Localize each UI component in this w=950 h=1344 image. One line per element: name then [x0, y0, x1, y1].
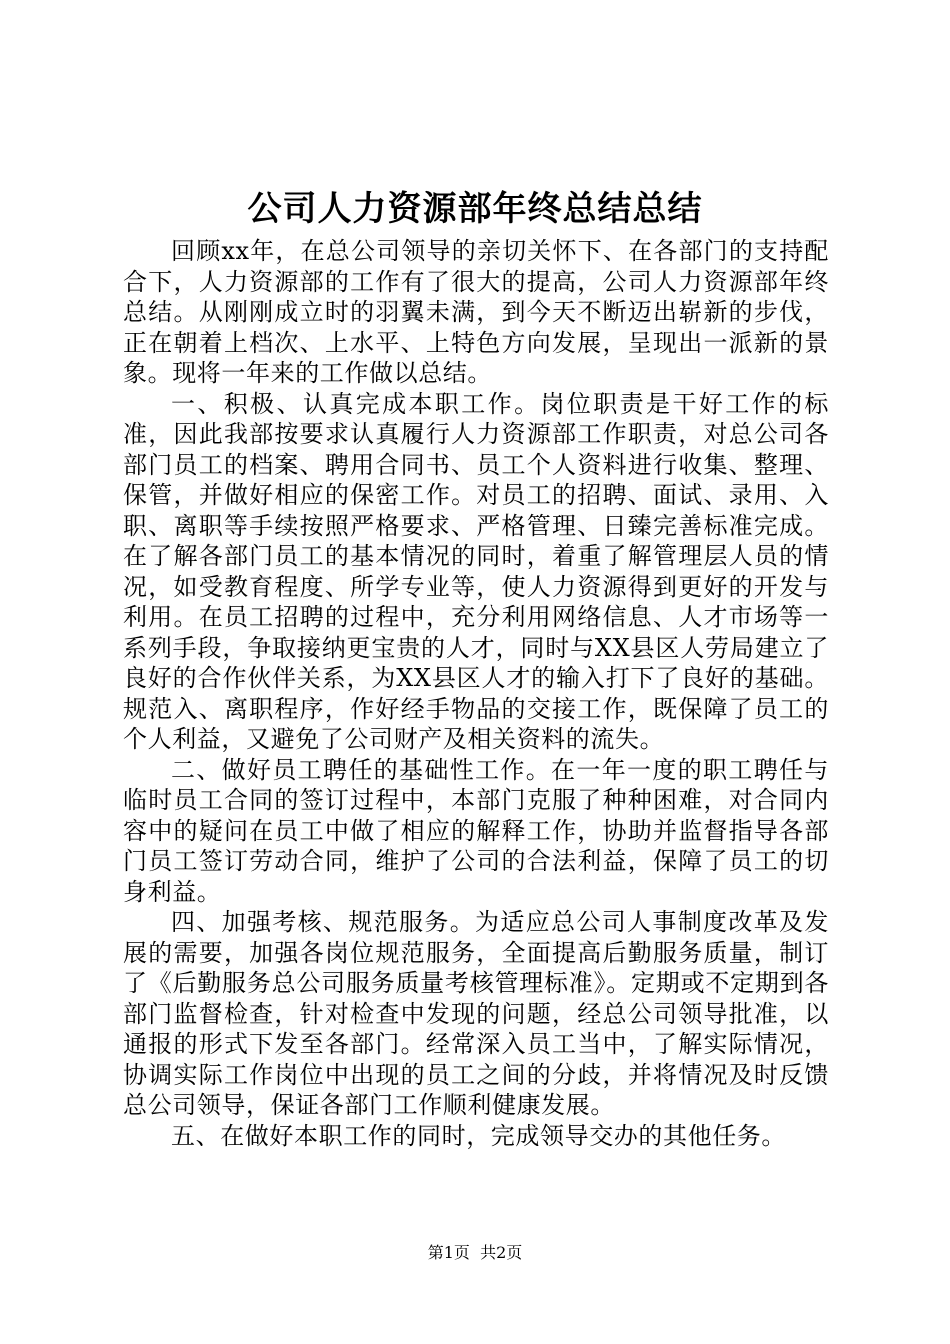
paragraph-intro: 回顾xx年，在总公司领导的亲切关怀下、在各部门的支持配合下，人力资源部的工作有了很大的提高，公司人力资源部年终总结。从刚刚成立时的羽翼未满，到今天不断迈出崭新的步伐，正在朝着上档次、上水平、上特色方向发展，呈现出一派新的景象。现将一年来的工作做以总结。: [123, 237, 829, 387]
document-title: 公司人力资源部年终总结总结: [247, 189, 703, 229]
document-body: [123, 236, 829, 1151]
paragraph-section-5: 五、在做好本职工作的同时，完成领导交办的其他任务。: [171, 1121, 786, 1150]
paragraph-section-2: 二、做好员工聘任的基础性工作。在一年一度的职工聘任与临时员工合同的签订过程中，本部门克服了种种困难，对合同内容中的疑问在员工中做了相应的解释工作，协助并监督指导各部门员工签订劳动合同，维护了公司的合法利益，保障了员工的切身利益。: [123, 755, 829, 906]
paragraph-section-4: 四、加强考核、规范服务。为适应总公司人事制度改革及发展的需要，加强各岗位规范服务，全面提高后勤服务质量，制订了《后勤服务总公司服务质量考核管理标准》。定期或不定期到各部门监督检查，针对检查中发现的问题，经总公司领导批准，以通报的形式下发至各部门。经常深入员工当中，了解实际情况，协调实际工作岗位中出现的员工之间的分歧，并将情况及时反馈总公司领导，保证各部门工作顺利健康发展。: [123, 908, 829, 1119]
page-footer: 第1页 共2页: [427, 1243, 523, 1262]
paragraph-section-1: 一、积极、认真完成本职工作。岗位职责是干好工作的标准，因此我部按要求认真履行人力资源部工作职责，对总公司各部门员工的档案、聘用合同书、员工个人资料进行收集、整理、保管，并做好相应的保密工作。对员工的招聘、面试、录用、入职、离职等手续按照严格要求、严格管理、日臻完善标准完成。在了解各部门员工的基本情况的同时，着重了解管理层人员的情况，如受教育程度、所学专业等，使人力资源得到更好的开发与利用。在员工招聘的过程中，充分利用网络信息、人才市场等一系列手段，争取接纳更宝贵的人才，同时与XX县区人劳局建立了良好的合作伙伴关系，为XX县区人才的输入打下了良好的基础。规范入、离职程序，作好经手物品的交接工作，既保障了员工的个人利益，又避免了公司财产及相关资料的流失。: [123, 389, 829, 753]
